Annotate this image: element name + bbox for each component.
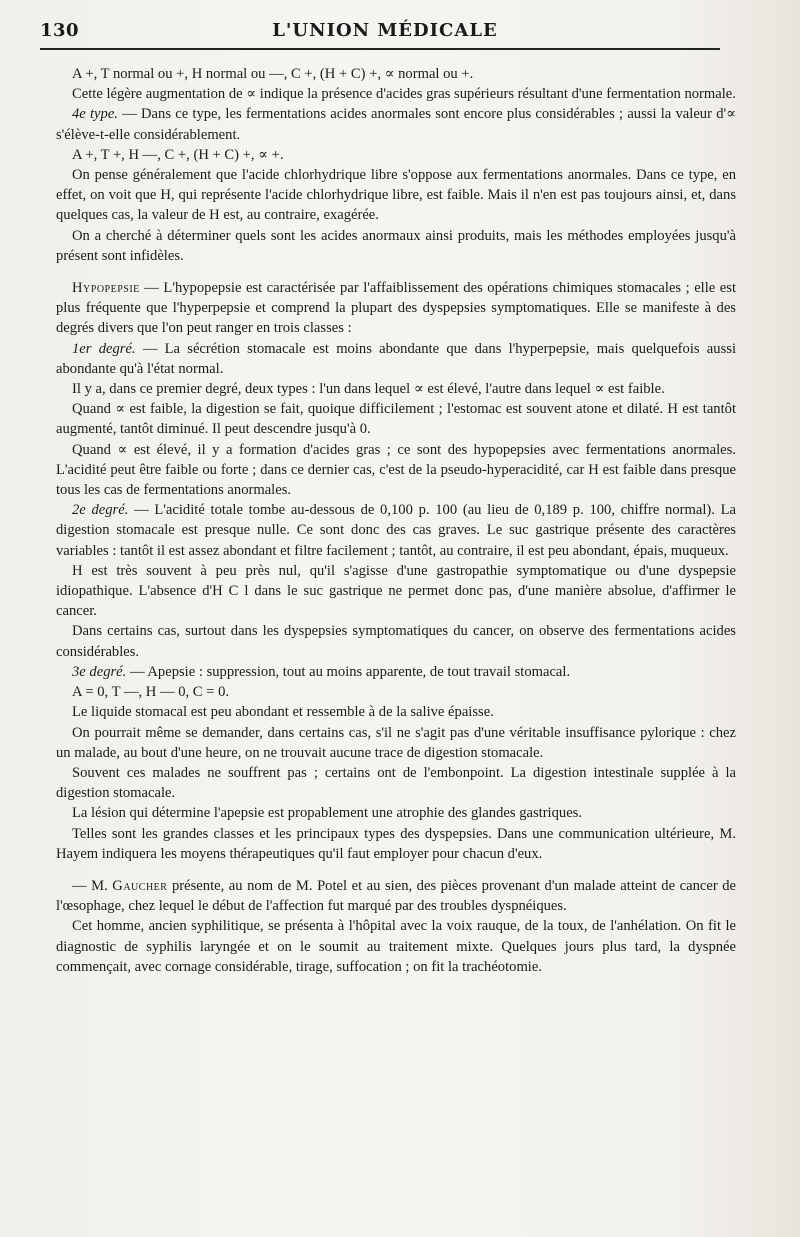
paragraph-text: — L'acidité totale tombe au-dessous de 0,100 p. 100 (au lieu de 0,189 p. 100, chiffre normal). La digestion stomacale est presque nulle. Ce sont donc des cas graves. Le suc gastrique présente des caractères variables : tantôt il est assez abondant et filtre facilement ; tantôt, au contraire, il est peu abondant, épais, muqueux. (56, 502, 736, 559)
paragraph-text: présente, au nom de M. Potel et au sien, des pièces provenant d'un malade atteint de cancer de l'œsophage, chez lequel le début de l'affection fut marqué par des troubles dyspnéiques. (56, 877, 736, 915)
paragraph: On a cherché à déterminer quels sont les acides anormaux ainsi produits, mais les méthodes employées jusqu'à présent sont infidèles. (56, 227, 736, 264)
paragraph-type4 (56, 104, 736, 144)
paragraph-text: — L'hypopepsie est caractérisée par l'affaiblissement des opérations chimiques stomacales ; elle est plus fréquente que l'hyperpepsie et comprend la plupart des dyspepsies symptomatiques. Elle se manifeste à des degrés divers que l'on peut ranger en trois classes : (56, 280, 736, 337)
formula-degree3: A = 0, T —, H — 0, C = 0. (72, 684, 230, 701)
degree-heading: 1er degré. (72, 340, 136, 357)
paragraph: La lésion qui détermine l'apepsie est propablement une atrophie des glandes gastriques. (72, 805, 583, 822)
paragraph: Il y a, dans ce premier degré, deux types : l'un dans lequel ∝ est élevé, l'autre dans lequel ∝ est faible. (72, 381, 665, 398)
page-header (40, 14, 730, 44)
paragraph: H est très souvent à peu près nul, qu'il s'agisse d'une gastropathie symptomatique ou d'une dyspepsie idiopathique. L'absence d'H C l dans le suc gastrique ne permet donc pas, d'une manière absolue, d'affirmer le cancer. (56, 562, 736, 620)
dash-prefix: — M. (72, 877, 113, 894)
paragraph-text: — Dans ce type, les fermentations acides anormales sont encore plus considérables ; aussi la valeur d'∝ s'élève-t-elle considérablement. (56, 106, 736, 143)
paragraph-gaucher (56, 876, 736, 916)
degree-heading: 3e degré. (72, 663, 127, 680)
paragraph-hypopepsie (56, 278, 736, 339)
paragraph: Le liquide stomacal est peu abondant et ressemble à de la salive épaisse. (72, 704, 494, 721)
paragraph: Cette légère augmentation de ∝ indique la présence d'acides gras supérieurs résultant d'une fermentation normale. (72, 86, 736, 103)
degree-heading: 2e degré. (72, 502, 129, 519)
paragraph: On pourrait même se demander, dans certains cas, s'il ne s'agit pas d'une véritable insuffisance pylorique : chez un malade, au bout d'une heure, on ne trouvait aucune trace de digestion stomacale. (56, 724, 736, 761)
paragraph: Dans certains cas, surtout dans les dyspepsies symptomatiques du cancer, on observe des fermentations acides considérables. (56, 623, 736, 660)
author-name: Gaucher (112, 877, 168, 894)
paragraph-text: — Apepsie : suppression, tout au moins apparente, de tout travail stomacal. (126, 663, 571, 680)
paragraph: Souvent ces malades ne souffrent pas ; certains ont de l'embonpoint. La digestion intestinale supplée à la digestion stomacale. (56, 764, 736, 802)
paragraph: Telles sont les grandes classes et les principaux types des dyspepsies. Dans une communication ultérieure, M. Hayem indiquera les moyens thérapeutiques qu'il faut employer pour chacun d'eux. (56, 825, 736, 862)
paragraph-degree3 (56, 662, 736, 682)
paragraph: On pense généralement que l'acide chlorhydrique libre s'oppose aux fermentations anormales. Dans ce type, en effet, on voit que H, qui représente l'acide chlorhydrique libre, est faible. Mais il n'en est pas toujours ainsi, et, dans quelques cas, la valeur de H est, au contraire, exagérée. (56, 167, 736, 224)
paragraph: Quand ∝ est faible, la digestion se fait, quoique difficilement ; l'estomac est souvent atone et dilaté. H est tantôt augmenté, tantôt diminué. Il peut descendre jusqu'à 0. (56, 401, 736, 438)
page-number: 130 (40, 20, 80, 41)
type-heading: 4e type. (72, 106, 118, 123)
formula-type4: A +, T +, H —, C +, (H + C) +, ∝ +. (72, 146, 284, 163)
paragraph-degree2 (56, 500, 736, 561)
section-heading: Hypopepsie (72, 280, 140, 297)
body-text (56, 64, 736, 977)
header-rule (40, 48, 720, 50)
running-title: L'UNION MÉDICALE (272, 20, 498, 41)
paragraph-text: — La sécrétion stomacale est moins abondante que dans l'hyperpepsie, mais quelquefois aussi abondante qu'à l'état normal. (56, 340, 736, 377)
paragraph: Cet homme, ancien syphilitique, se présenta à l'hôpital avec la voix rauque, de la toux, de l'anhélation. On fit le diagnostic de syphilis laryngée et on le soumit au traitement mixte. Quelques jours plus tard, la dyspnée commençait, avec cornage considérable, tirage, suffocation ; on fit la trachéotomie. (56, 918, 736, 975)
paragraph-degree1 (56, 339, 736, 379)
paragraph: Quand ∝ est élevé, il y a formation d'acides gras ; ce sont des hypopepsies avec fermentations anormales. L'acidité peut être faible ou forte ; dans ce dernier cas, c'est de la pseudo-hyperacidité, car H est faible dans presque tous les cas de fermentations anormales. (56, 441, 736, 499)
formula-type3: A +, T normal ou +, H normal ou —, C +, (H + C) +, ∝ normal ou +. (72, 66, 474, 82)
